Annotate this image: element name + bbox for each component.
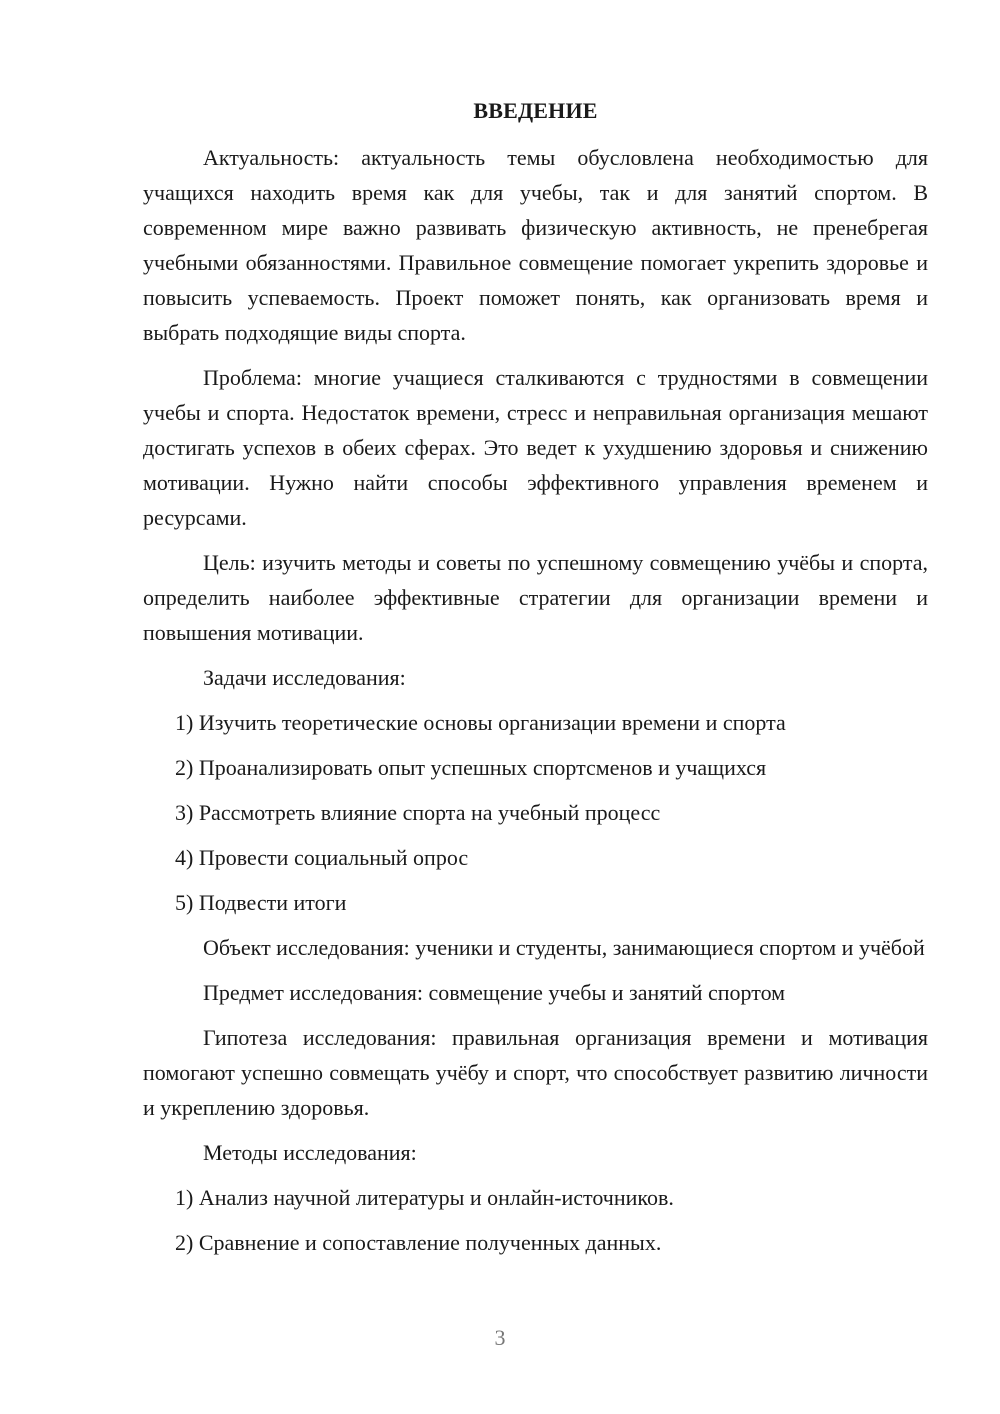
list-item: 5) Подвести итоги (175, 890, 347, 915)
paragraph-hypothesis: Гипотеза исследования: правильная организация времени и мотивация помогают успешно совмещать учёбу и спорт, что способствует развитию личности и укреплению здоровья. (143, 1025, 928, 1120)
list-item: 2) Сравнение и сопоставление полученных данных. (175, 1230, 662, 1255)
paragraph-subject: Предмет исследования: совмещение учебы и занятий спортом (203, 980, 786, 1005)
list-item: 1) Анализ научной литературы и онлайн-источников. (175, 1185, 674, 1210)
methods-list (143, 1180, 928, 1260)
document-page (143, 96, 928, 1270)
page-number: 3 (494, 1325, 506, 1350)
list-item: 3) Рассмотреть влияние спорта на учебный процесс (175, 800, 661, 825)
list-item: 1) Изучить теоретические основы организации времени и спорта (175, 710, 786, 735)
paragraph-object: Объект исследования: ученики и студенты, занимающиеся спортом и учёбой (203, 935, 925, 960)
paragraph-goal: Цель: изучить методы и советы по успешному совмещению учёбы и спорта, определить наиболее эффективные стратегии для организации времени и повышения мотивации. (143, 550, 928, 645)
tasks-heading: Задачи исследования: (203, 665, 406, 690)
page-title: ВВЕДЕНИЕ (473, 98, 598, 123)
methods-heading: Методы исследования: (203, 1140, 417, 1165)
list-item: 2) Проанализировать опыт успешных спортсменов и учащихся (175, 755, 767, 780)
paragraph-relevance: Актуальность: актуальность темы обусловлена необходимостью для учащихся находить время как для учебы, так и для занятий спортом. В современном мире важно развивать физическую активность, не пренебрегая учебными обязанностями. Правильное совмещение помогает укрепить здоровье и повысить успеваемость. Проект поможет понять, как организовать время и выбрать подходящие виды спорта. (143, 145, 928, 345)
paragraph-problem: Проблема: многие учащиеся сталкиваются с трудностями в совмещении учебы и спорта. Недостаток времени, стресс и неправильная организация мешают достигать успехов в обеих сферах. Это ведет к ухудшению здоровья и снижению мотивации. Нужно найти способы эффективного управления временем и ресурсами. (143, 365, 928, 530)
tasks-list (143, 705, 928, 920)
list-item: 4) Провести социальный опрос (175, 845, 469, 870)
